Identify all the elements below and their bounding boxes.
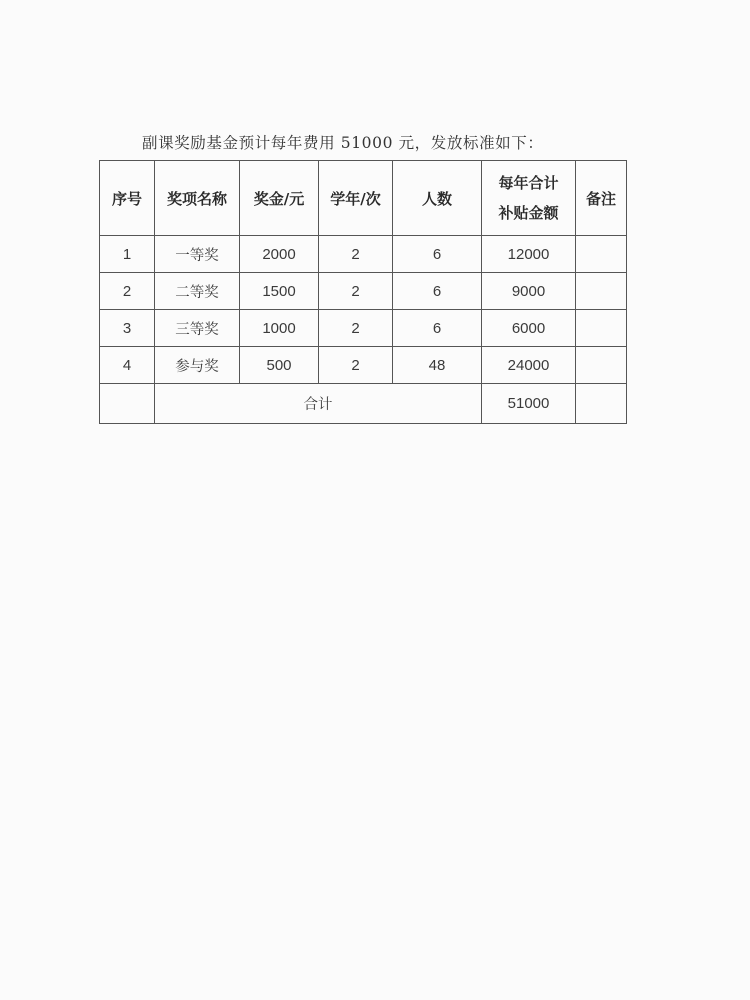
award-fund-table [99,160,627,424]
total-row [100,384,627,424]
header-subtotal-line2: 补贴金额 [498,204,559,222]
cell-subtotal: 24000 [482,347,576,384]
cell-frequency: 2 [319,236,393,273]
cell-people: 48 [393,347,482,384]
cell-no: 4 [100,347,155,384]
total-label: 合计 [155,384,482,424]
table-row [100,310,627,347]
cell-amount: 2000 [240,236,319,273]
table-row [100,273,627,310]
cell-amount: 500 [240,347,319,384]
header-no: 序号 [100,161,155,236]
intro-paragraph: 副课奖励基金预计每年费用 51000 元，发放标准如下： [142,134,544,152]
cell-people: 6 [393,273,482,310]
total-remark-cell [576,384,627,424]
cell-remark [576,236,627,273]
header-subtotal-line1: 每年合计 [498,174,559,192]
cell-name: 二等奖 [155,273,240,310]
cell-amount: 1000 [240,310,319,347]
table-row [100,347,627,384]
total-empty-cell [100,384,155,424]
total-value: 51000 [482,384,576,424]
header-amount: 奖金/元 [240,161,319,236]
cell-subtotal: 9000 [482,273,576,310]
cell-no: 1 [100,236,155,273]
cell-frequency: 2 [319,347,393,384]
header-remark: 备注 [576,161,627,236]
cell-people: 6 [393,310,482,347]
cell-name: 参与奖 [155,347,240,384]
header-name: 奖项名称 [155,161,240,236]
cell-no: 2 [100,273,155,310]
cell-remark [576,347,627,384]
header-people: 人数 [393,161,482,236]
header-subtotal [482,161,576,236]
table-row [100,236,627,273]
cell-frequency: 2 [319,273,393,310]
cell-name: 一等奖 [155,236,240,273]
cell-no: 3 [100,310,155,347]
cell-subtotal: 6000 [482,310,576,347]
cell-subtotal: 12000 [482,236,576,273]
cell-remark [576,310,627,347]
cell-remark [576,273,627,310]
header-frequency: 学年/次 [319,161,393,236]
cell-amount: 1500 [240,273,319,310]
table-header-row [100,161,627,236]
cell-name: 三等奖 [155,310,240,347]
cell-people: 6 [393,236,482,273]
cell-frequency: 2 [319,310,393,347]
